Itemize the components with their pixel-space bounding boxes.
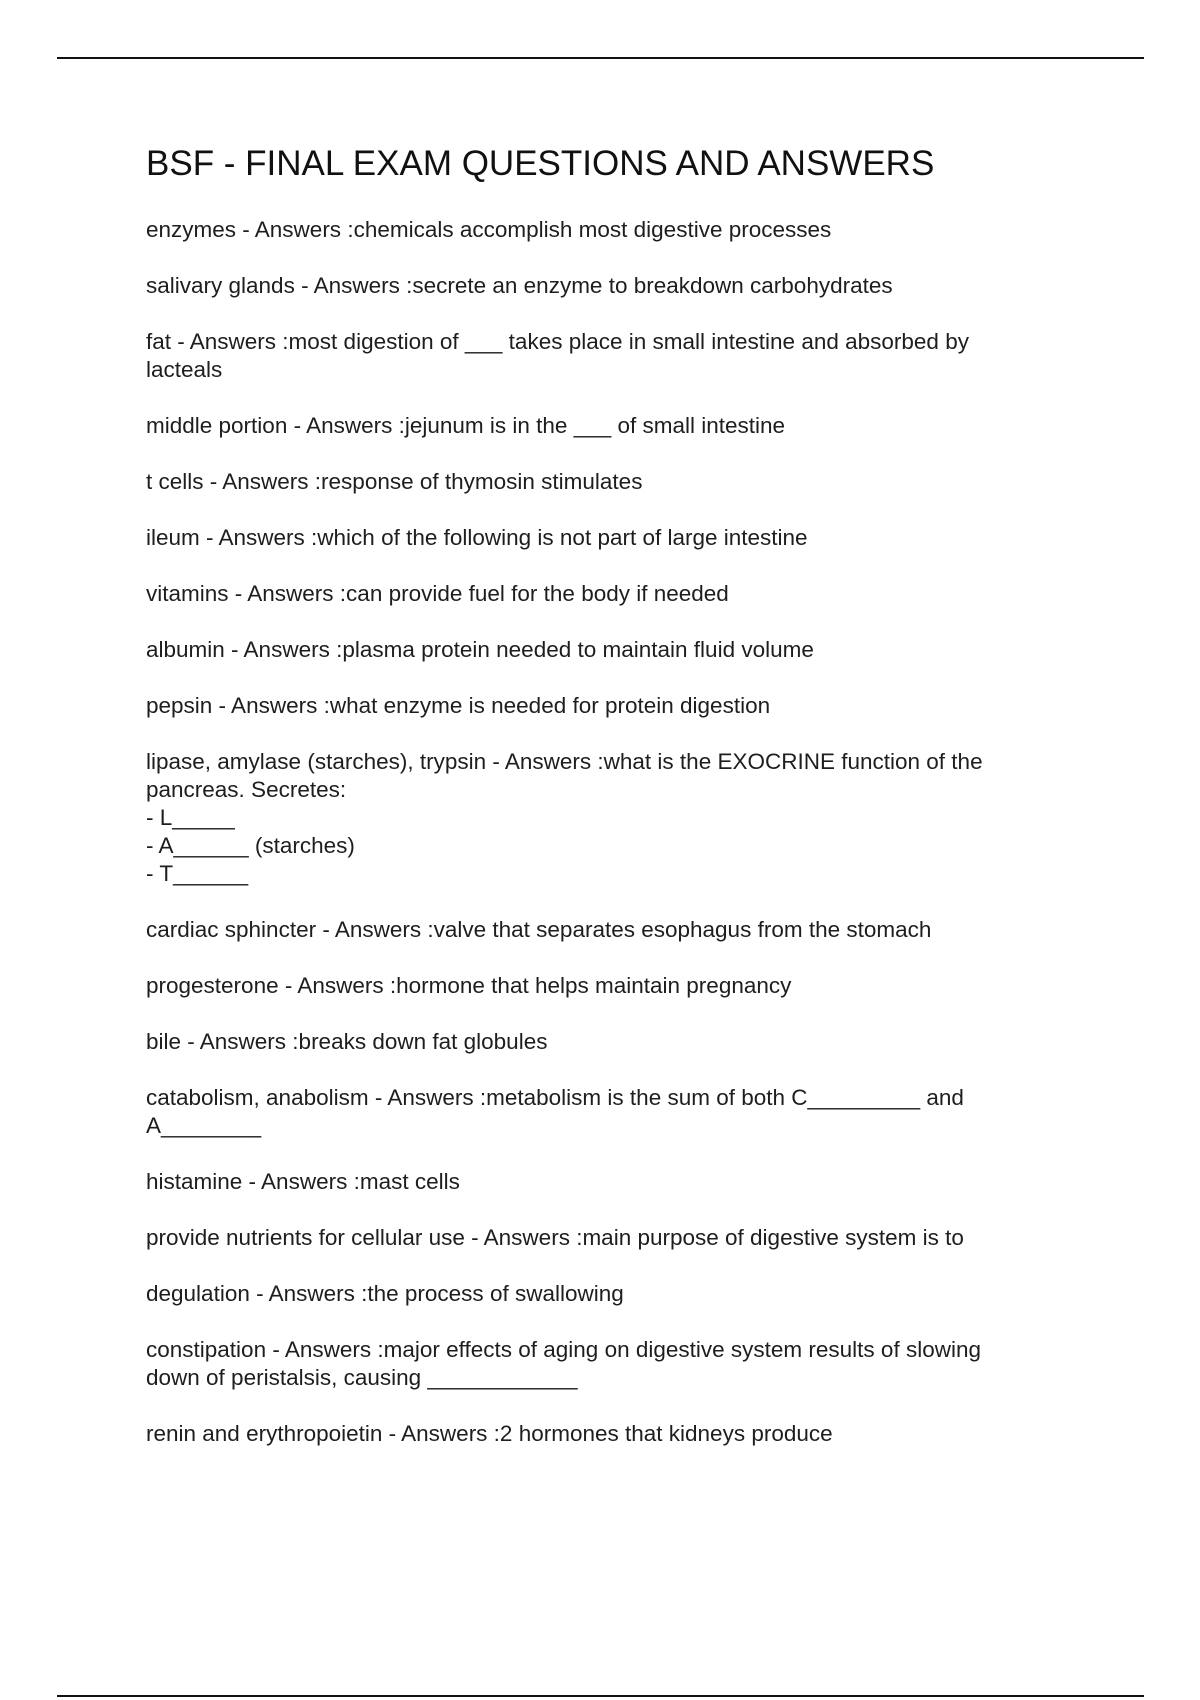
qa-item: catabolism, anabolism - Answers :metabolism is the sum of both C_________ and A________ [146,1085,964,1138]
qa-item: fat - Answers :most digestion of ___ takes place in small intestine and absorbed by lacteals [146,329,969,382]
top-rule [57,57,1144,59]
qa-item: histamine - Answers :mast cells [146,1169,460,1194]
qa-item: albumin - Answers :plasma protein needed to maintain fluid volume [146,637,814,662]
qa-item: pepsin - Answers :what enzyme is needed for protein digestion [146,693,771,718]
qa-item: salivary glands - Answers :secrete an enzyme to breakdown carbohydrates [146,273,893,298]
qa-item: t cells - Answers :response of thymosin stimulates [146,469,643,494]
qa-item: bile - Answers :breaks down fat globules [146,1029,548,1054]
document-title: BSF - FINAL EXAM QUESTIONS AND ANSWERS [146,144,935,183]
qa-item: enzymes - Answers :chemicals accomplish most digestive processes [146,217,832,242]
qa-item: cardiac sphincter - Answers :valve that separates esophagus from the stomach [146,917,932,942]
qa-item: renin and erythropoietin - Answers :2 hormones that kidneys produce [146,1421,833,1446]
qa-item: ileum - Answers :which of the following is not part of large intestine [146,525,808,550]
document-body [146,140,1066,1476]
qa-item: constipation - Answers :major effects of aging on digestive system results of slowing down of peristalsis, causing ____________ [146,1337,981,1390]
qa-item: middle portion - Answers :jejunum is in the ___ of small intestine [146,413,786,438]
qa-item: provide nutrients for cellular use - Answers :main purpose of digestive system is to [146,1225,964,1250]
bottom-rule [57,1695,1144,1697]
qa-item: progesterone - Answers :hormone that helps maintain pregnancy [146,973,792,998]
qa-item: vitamins - Answers :can provide fuel for the body if needed [146,581,729,606]
qa-item: lipase, amylase (starches), trypsin - Answers :what is the EXOCRINE function of the pancreas. Secretes: - L_____ - A______ (starches) - T______ [146,749,983,886]
qa-item: degulation - Answers :the process of swallowing [146,1281,624,1306]
